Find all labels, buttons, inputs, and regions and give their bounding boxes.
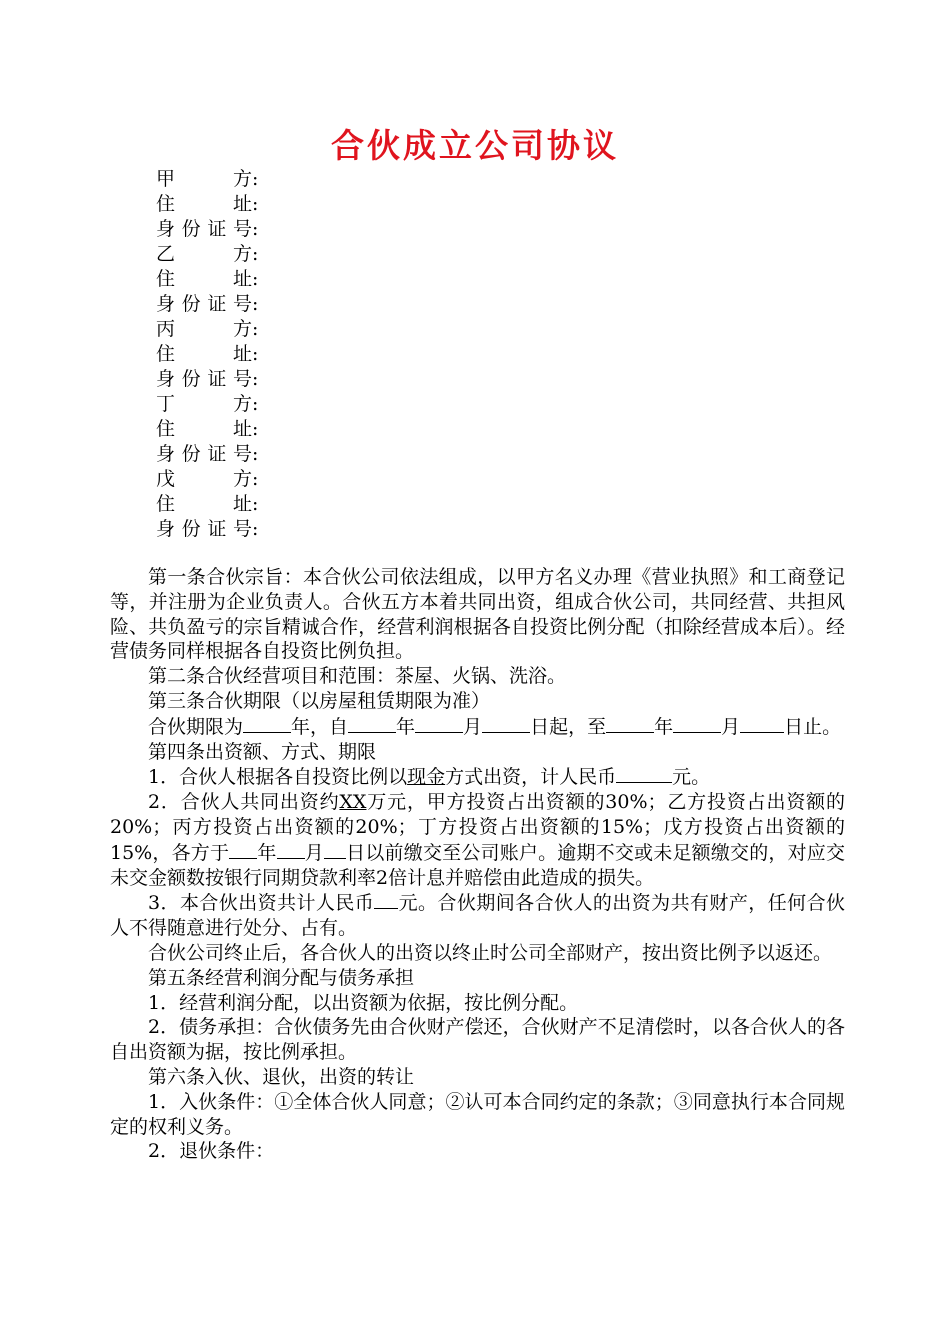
article-6-item-2: 2．退伙条件： xyxy=(148,1140,275,1163)
party-line xyxy=(156,392,258,417)
party-label: 身份证号 xyxy=(156,368,252,390)
article-4-item-1 xyxy=(110,764,845,790)
article-5-item-2: 2．债务承担：合伙债务先由合伙财产偿还，合伙财产不足清偿时，以各合伙人的各自出资额为据，按比例承担。 xyxy=(110,1016,845,1064)
text-fragment: 年 xyxy=(257,841,277,864)
party-line xyxy=(156,242,258,267)
fill-blank[interactable] xyxy=(324,840,346,859)
party-label: 戊 方 xyxy=(156,468,252,490)
text-fragment: 元。合伙期间各合伙人的出资为共有财产，任何合伙人不得随意进行处分、占有。 xyxy=(110,892,845,940)
text-fragment: 3．本合伙出资共计人民币 xyxy=(148,892,375,915)
article-2-paragraph: 第二条合伙经营项目和范围：茶屋、火锅、洗浴。 xyxy=(148,665,567,688)
fill-blank[interactable] xyxy=(606,714,654,733)
text-fragment: 年 xyxy=(396,715,416,738)
party-line xyxy=(156,267,258,292)
text-fragment: 方式出资，计人民币 xyxy=(445,766,617,789)
party-colon: : xyxy=(252,493,259,515)
party-colon: : xyxy=(252,243,259,265)
party-label: 住 址 xyxy=(156,343,252,365)
text-fragment: 日止。 xyxy=(784,715,842,738)
fill-blank[interactable] xyxy=(277,840,305,859)
party-label: 身份证号 xyxy=(156,443,252,465)
party-label: 身份证号 xyxy=(156,518,252,540)
party-line xyxy=(156,442,258,467)
party-colon: : xyxy=(252,393,259,415)
party-colon: : xyxy=(252,368,259,390)
party-line xyxy=(156,467,258,492)
party-line xyxy=(156,417,258,442)
fill-blank[interactable] xyxy=(482,714,530,733)
party-colon: : xyxy=(252,343,259,365)
article-5-item-1: 1．经营利润分配，以出资额为依据，按比例分配。 xyxy=(148,991,579,1014)
text-fragment: 年，自 xyxy=(291,715,349,738)
agreement-body xyxy=(110,565,845,1164)
text-fragment: 元。 xyxy=(672,766,711,789)
article-6-item-1: 1．入伙条件：①全体合伙人同意；②认可本合同约定的条款；③同意执行本合同规定的权利义务。 xyxy=(110,1090,845,1138)
party-label: 住 址 xyxy=(156,493,252,515)
underlined-term: 现金 xyxy=(407,766,446,789)
text-fragment: 2．合伙人共同出资约 xyxy=(148,791,340,814)
party-label: 丁 方 xyxy=(156,393,252,415)
party-line xyxy=(156,517,258,542)
text-fragment: 日以前缴交至公司账户。逾期不交或未足额缴交的，对应交未交金额数按银行同期贷款利率2倍计息并赔偿由此造成的损失。 xyxy=(110,841,845,889)
party-list xyxy=(156,167,258,542)
party-line xyxy=(156,217,258,242)
article-4-item-3 xyxy=(110,890,845,941)
fill-blank[interactable] xyxy=(616,764,672,783)
text-fragment: 日起，至 xyxy=(530,715,607,738)
party-colon: : xyxy=(252,218,259,240)
text-fragment: 月 xyxy=(721,715,741,738)
article-4-item-2 xyxy=(110,790,845,890)
party-label: 身份证号 xyxy=(156,293,252,315)
party-line xyxy=(156,192,258,217)
party-colon: : xyxy=(252,468,259,490)
article-4-title: 第四条出资额、方式、期限 xyxy=(148,740,377,763)
party-line xyxy=(156,492,258,517)
underlined-term: XX xyxy=(339,791,367,814)
party-colon: : xyxy=(252,518,259,540)
article-3-body xyxy=(110,714,845,740)
fill-blank[interactable] xyxy=(740,714,784,733)
text-fragment: 合伙期限为 xyxy=(148,715,244,738)
party-colon: : xyxy=(252,168,259,190)
text-fragment: 1．合伙人根据各自投资比例以 xyxy=(148,766,408,789)
document-title: 合伙成立公司协议 xyxy=(331,126,619,165)
party-colon: : xyxy=(252,193,259,215)
party-line xyxy=(156,167,258,192)
article-4-extra: 合伙公司终止后，各合伙人的出资以终止时公司全部财产，按出资比例予以返还。 xyxy=(148,941,833,964)
party-colon: : xyxy=(252,293,259,315)
party-line xyxy=(156,292,258,317)
fill-blank[interactable] xyxy=(229,840,257,859)
party-colon: : xyxy=(252,268,259,290)
fill-blank[interactable] xyxy=(415,714,463,733)
text-fragment: 万元，甲方投资占出资额的30%；乙方投资占出资额的20%；丙方投资占出资额的20%；丁方投资占出资额的15%；戊方投资占出资额的15%，各方于 xyxy=(110,791,845,864)
article-5-title: 第五条经营利润分配与债务承担 xyxy=(148,966,415,989)
party-label: 乙 方 xyxy=(156,243,252,265)
party-label: 住 址 xyxy=(156,268,252,290)
party-label: 丙 方 xyxy=(156,318,252,340)
fill-blank[interactable] xyxy=(348,714,396,733)
party-label: 身份证号 xyxy=(156,218,252,240)
fill-blank[interactable] xyxy=(374,890,398,909)
party-label: 住 址 xyxy=(156,418,252,440)
party-label: 住 址 xyxy=(156,193,252,215)
text-fragment: 月 xyxy=(304,841,324,864)
fill-blank[interactable] xyxy=(243,714,291,733)
party-label: 甲 方 xyxy=(156,168,252,190)
text-fragment: 月 xyxy=(463,715,483,738)
article-6-title: 第六条入伙、退伙，出资的转让 xyxy=(148,1065,415,1088)
article-1-paragraph: 第一条合伙宗旨：本合伙公司依法组成，以甲方名义办理《营业执照》和工商登记等，并注册为企业负责人。合伙五方本着共同出资，组成合伙公司，共同经营、共担风险、共负盈亏的宗旨精诚合作，经营利润根据各自投资比例分配（扣除经营成本后）。经营债务同样根据各自投资比例负担。 xyxy=(110,566,845,663)
article-3-title: 第三条合伙期限（以房屋租赁期限为准） xyxy=(148,689,491,712)
party-colon: : xyxy=(252,443,259,465)
party-colon: : xyxy=(252,318,259,340)
fill-blank[interactable] xyxy=(673,714,721,733)
text-fragment: 年 xyxy=(654,715,674,738)
party-line xyxy=(156,367,258,392)
party-line xyxy=(156,342,258,367)
party-line xyxy=(156,317,258,342)
party-colon: : xyxy=(252,418,259,440)
